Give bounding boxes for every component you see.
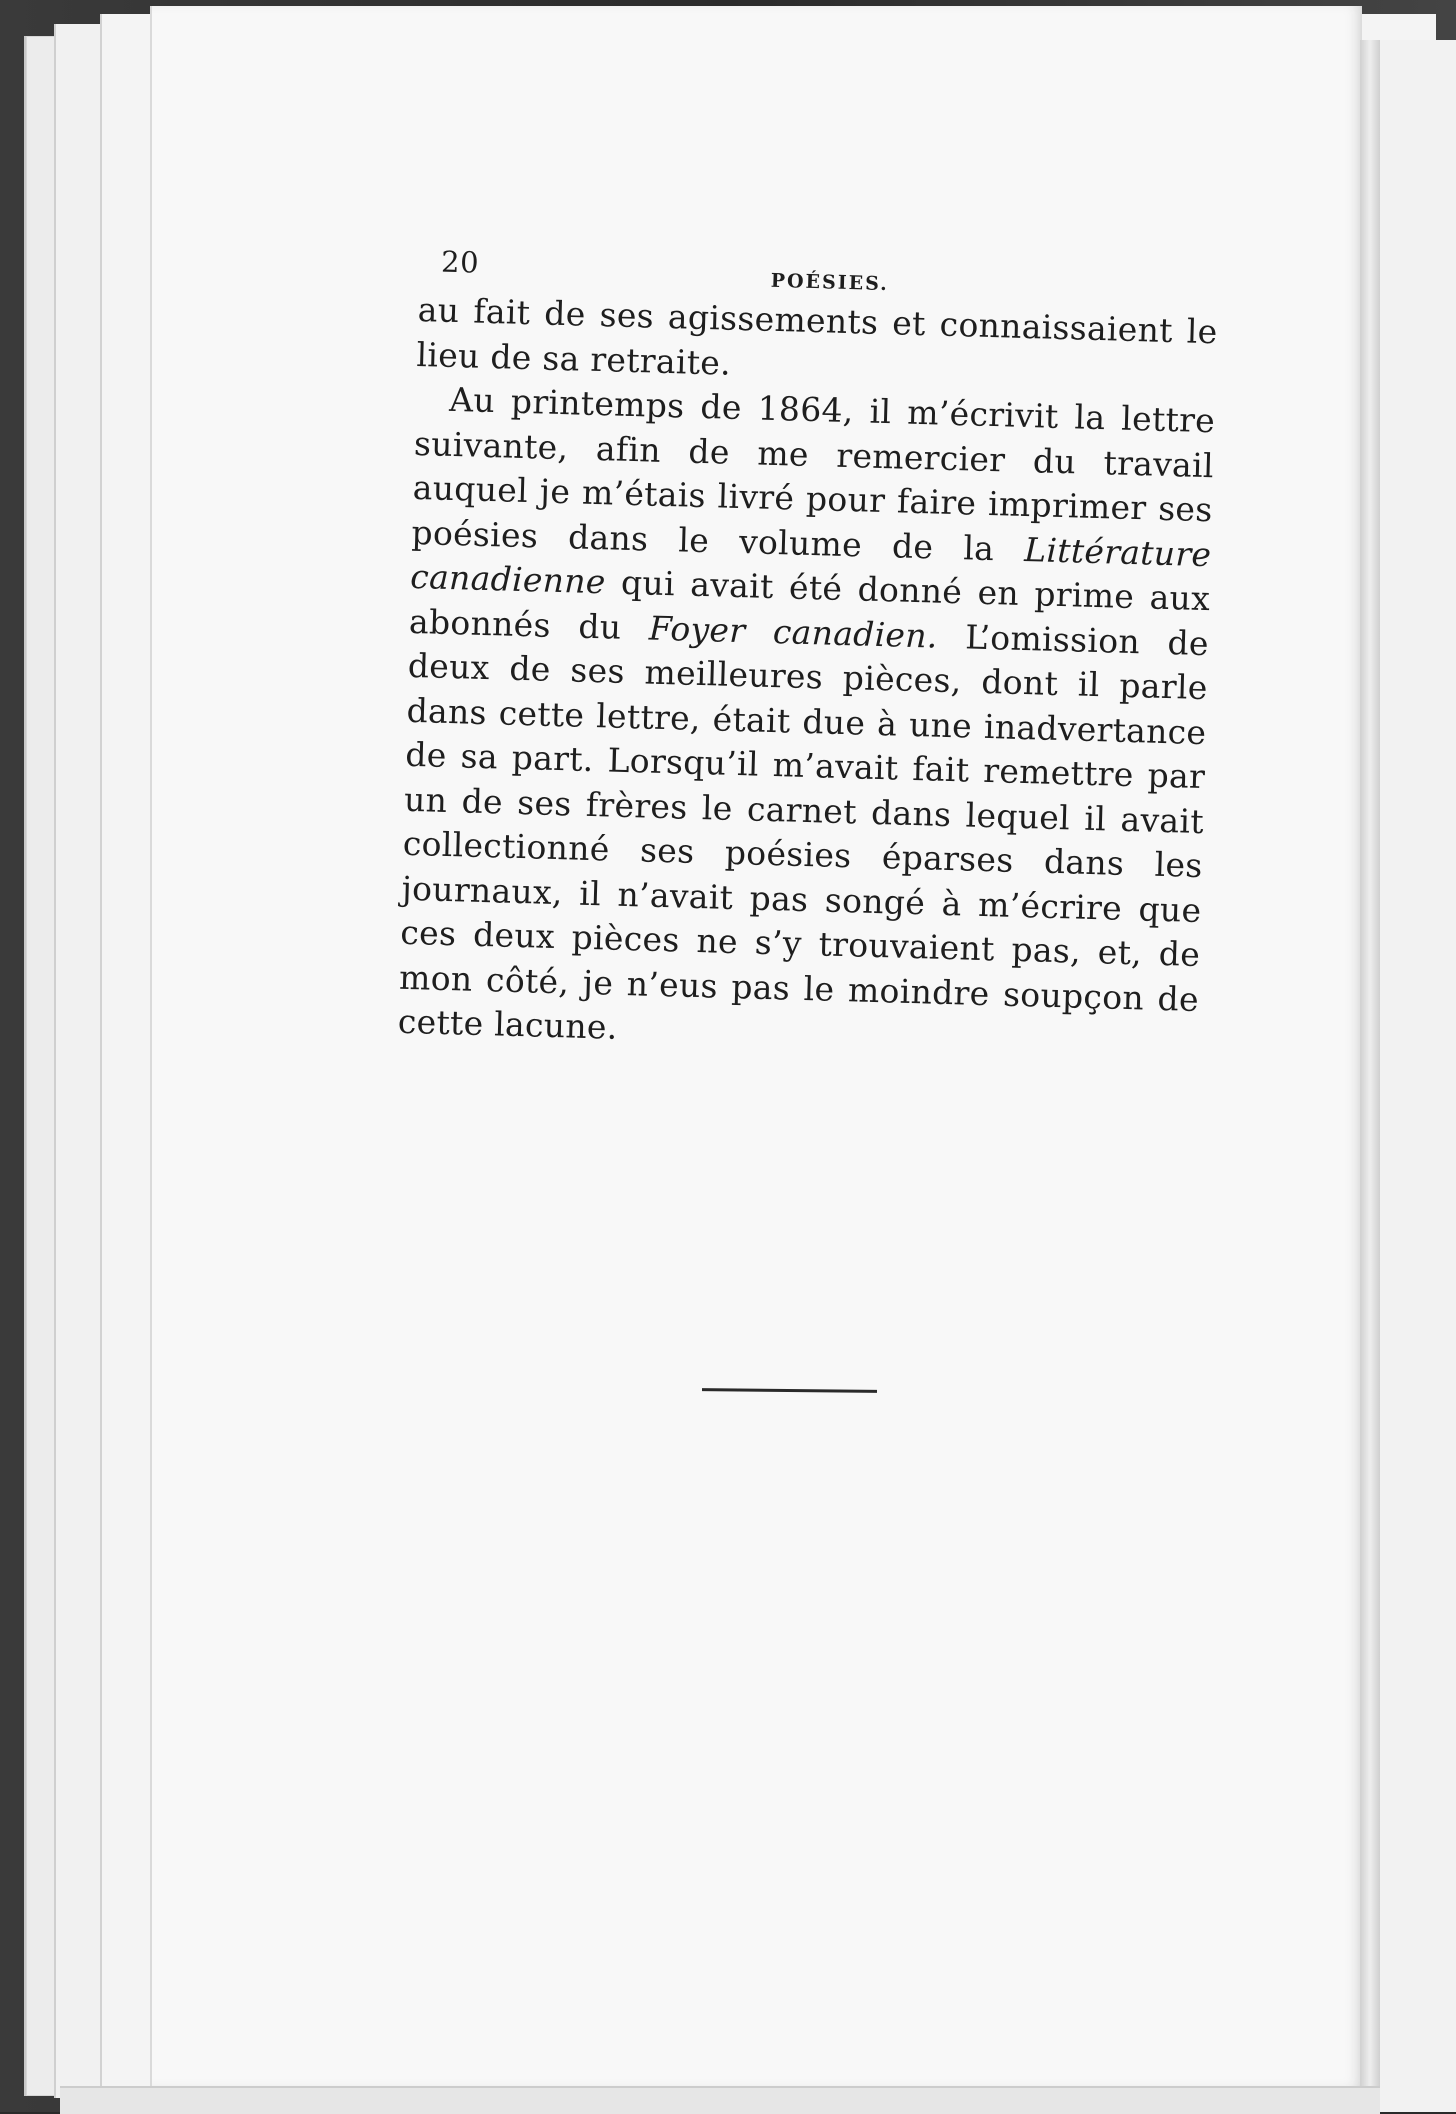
- body-text: [397, 288, 1218, 1067]
- page-gutter-shadow: [1360, 40, 1380, 2090]
- page-content: [397, 232, 1219, 1067]
- facing-page-edge: [1380, 40, 1456, 2112]
- paragraph: [397, 377, 1215, 1067]
- paragraph-text: Au printemps de 1864, il m’écrivit la lettre suivante, afin de me remercier du travail auquel je m’étais livré pour faire imprimer ses poésies dans le volume de la: [411, 379, 1216, 569]
- page-bottom-edge: [60, 2086, 1380, 2114]
- paragraph-text: L’omission de deux de ses meilleures pièces, dont il parle dans cette lettre, était due à une inadvertance de sa part. Lorsqu’il m’avait fait remettre par un de ses frères le carnet dans lequel il avait collectionné ses poésies éparses dans les journaux, il n’avait pas songé à m’écrire que ces deux pièces ne s’y trouvaient pas, et, de mon côté, je n’eus pas le moindre soupçon de cette lacune.: [397, 616, 1210, 1047]
- paragraph: au fait de ses agissements et connaissaient le lieu de sa retraite.: [416, 289, 1219, 383]
- page-number: 20: [440, 244, 480, 280]
- running-title: POÉSIES.: [770, 269, 890, 296]
- publication-title: Foyer canadien.: [648, 608, 939, 656]
- paragraph-text: qui avait été donné en prime aux abonnés du: [408, 562, 1211, 648]
- book-title: Littérature canadienne: [409, 529, 1212, 602]
